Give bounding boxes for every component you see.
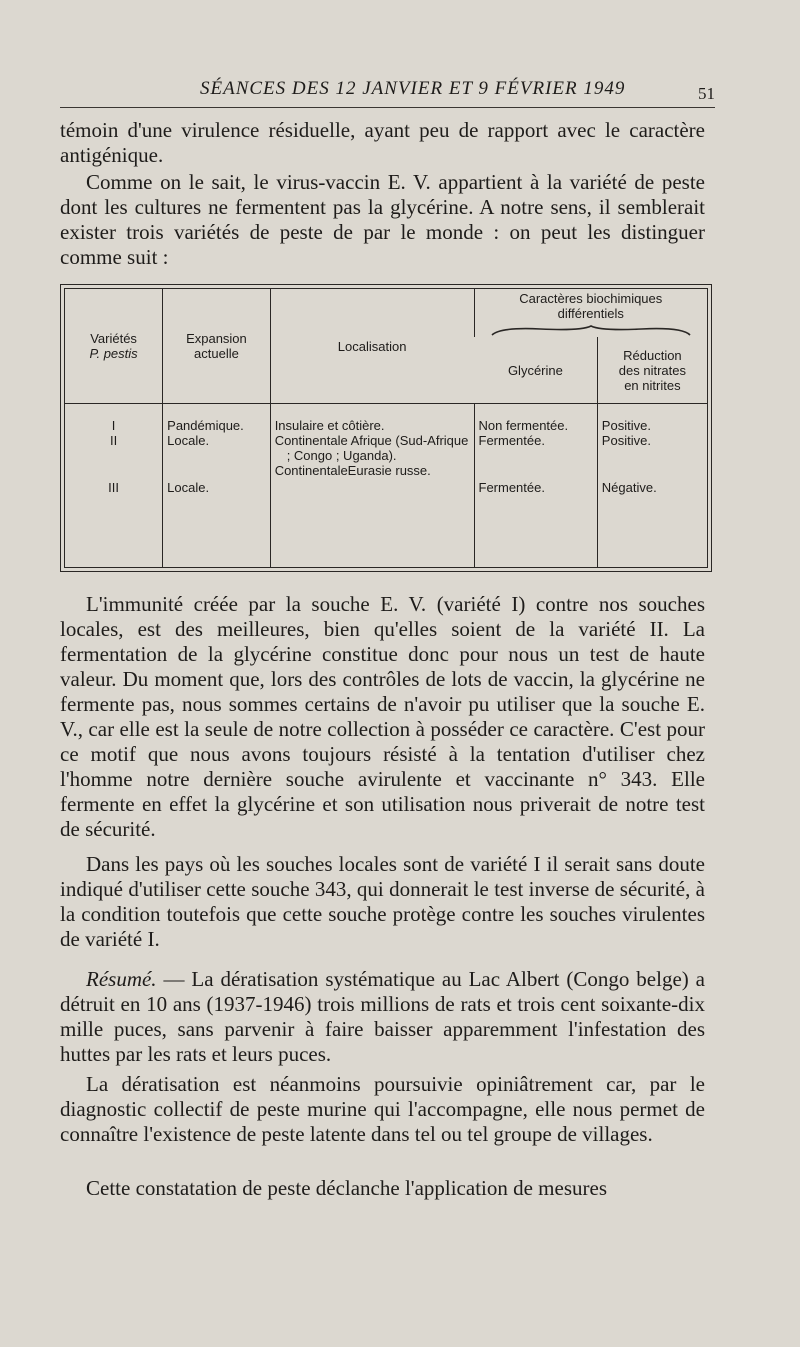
varieties-table — [64, 288, 708, 568]
resume-label: Résumé. — [86, 967, 157, 991]
varieties-table-frame — [60, 284, 712, 572]
cell-reduction: Positive. Positive. Négative. — [597, 404, 707, 568]
paragraph-1: témoin d'une virulence résiduelle, ayant peu de rapport avec le caractère antigénique. — [60, 118, 705, 167]
header-localisation: Localisation — [270, 289, 474, 404]
paragraph-6: La dératisation est néanmoins poursuivie opiniâtrement car, par le diagnostic collectif de peste murine qui l'accompagne, elle nous permet de connaître l'existence de peste latente dans tel ou tel groupe de villages. — [60, 1072, 705, 1146]
cell-localisation: Insulaire et côtière. Continentale Afrique (Sud-Afrique ; Congo ; Uganda). ContinentaleEurasie russe. — [270, 404, 474, 568]
page-number: 51 — [698, 84, 715, 103]
paragraph-2: Comme on le sait, le virus-vaccin E. V. appartient à la variété de peste dont les cultures ne fermentent pas la glycérine. A notre sens, il semblerait exister trois variétés de peste de par le monde : on peut les distinguer comme suit : — [60, 170, 705, 269]
paragraph-3: L'immunité créée par la souche E. V. (variété I) contre nos souches locales, est des meilleures, bien qu'elles soient de la variété II. La fermentation de la glycérine constitue donc pour nous un test de haute valeur. Du moment que, lors des contrôles de lots de vaccin, la glycérine ne fermente pas, nous sommes certains de n'avoir pu utiliser que la souche E. V., car elle est la seule de notre collection à posséder ce caractère. C'est pour ce motif que nous avons toujours résisté à la tentation d'utiliser chez l'homme notre dernière souche avirulente et vaccinante n° 343. Elle fermente en effet la glycérine et son utilisation nous priverait de notre test de sécurité. — [60, 592, 705, 841]
running-head — [60, 70, 715, 110]
brace-mark — [490, 325, 692, 337]
header-glycerine: Glycérine — [474, 337, 597, 404]
header-rule — [60, 107, 715, 108]
running-title: SÉANCES DES 12 JANVIER ET 9 FÉVRIER 1949 — [200, 78, 626, 99]
resume-body: — La dératisation systématique au Lac Albert (Congo belge) a détruit en 10 ans (1937-1946) trois millions de rats et trois cent soixante-dix mille puces, sans parvenir à faire baisser apparemment l'infestation des huttes par les rats et leurs puces. — [60, 967, 705, 1066]
paragraph-5 — [60, 967, 705, 1067]
header-expansion: Expansion actuelle — [163, 289, 271, 404]
cell-expansion: Pandémique. Locale. Locale. — [163, 404, 271, 568]
header-caracteres: Caractères biochimiques différentiels — [474, 289, 708, 338]
paragraph-4: Dans les pays où les souches locales sont de variété I il serait sans doute indiqué d'utiliser cette souche 343, qui donnerait le test inverse de sécurité, à la condition toutefois que cette souche protège contre les souches virulentes de variété I. — [60, 852, 705, 951]
header-varietes: Variétés P. pestis — [65, 289, 163, 404]
cell-glycerine: Non fermentée. Fermentée. Fermentée. — [474, 404, 597, 568]
cell-variete: I II III — [108, 418, 119, 495]
paragraph-7: Cette constatation de peste déclanche l'application de mesures — [86, 1176, 608, 1200]
header-reduction: Réduction des nitrates en nitrites — [597, 337, 707, 404]
table-row — [65, 404, 708, 568]
